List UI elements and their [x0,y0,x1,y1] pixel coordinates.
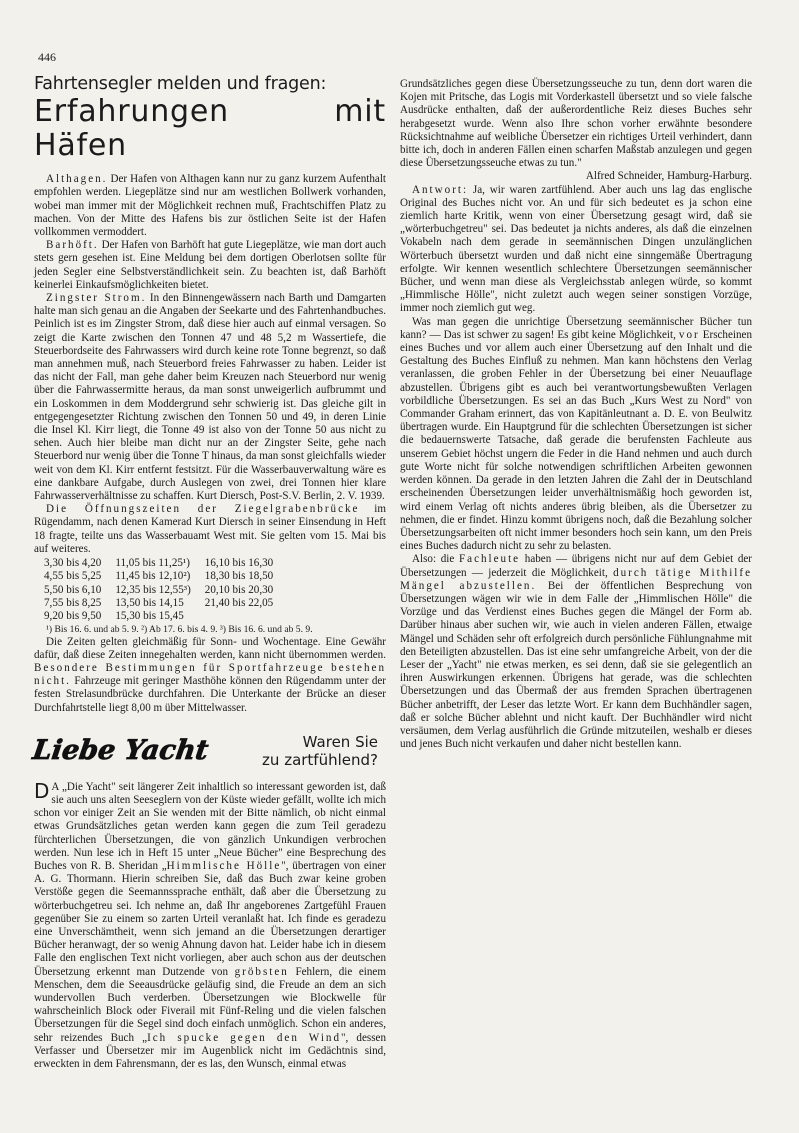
opening-time-cell: 5,50 bis 6,10 [44,583,102,596]
letter-emphasis: gröbsten [234,965,289,978]
opening-time-cell: 7,55 bis 8,25 [44,596,102,609]
place-name: Barhöft. [46,239,99,252]
report-ziegelgraben [34,503,386,556]
answer-text: Bei der öffentlichen Besprechung von Übersetzungen wägen wir wie in dem Falle der „Himmlischen Hölle" die Vorzüge und das Verdienst eines Buches gegen die Mängel der Form ab. Darüber hinaus aber suchen wir, wie auch in vielen anderen Fällen, etwaige Mängel und Schäden sehr oft erfolgreich durch persönliche Fühlungnahme mit den Beteiligten abzustellen. Das ist eine sehr umfangreiche Arbeit, von der die Leser der „Yacht" nie etwas merken, es sei denn, daß sie sie gelegentlich an ihren Auswirkungen erkennen. Übrigens hat gerade, was die schlechten Übersetzungen und das Übermaß der aus fremden Sprachen übertragenen Bücher anbetrifft, der Leser das letzte Wort. Er kann dem Buchhändler sagen, daß er solche Bücher ablehnt und nicht kauft. Der Buchhändler wird nicht versäumen, dem Verlag ausführlich die Gründe mitzuteilen, weshalb er dieses und jenes Buch nicht verkaufen und daher nicht bestellen kann. [400,579,752,751]
masthead-title [262,733,378,769]
masthead-title-line: Waren Sie [302,732,378,751]
answer-label: Antwort: [412,183,469,196]
opening-time-cell: 3,30 bis 4,20 [44,557,102,570]
opening-time-cell: 11,05 bis 11,25¹) [115,557,190,570]
headline: Erfahrungen mit Häfen [34,94,386,164]
liebe-yacht-logo [30,729,211,769]
kicker: Fahrtensegler melden und fragen: [34,74,327,94]
answer-paragraph [400,316,752,554]
footnote: ¹) Bis 16. 6. und ab 5. 9. ²) Ab 17. 6. bis 4. 9. ³) Bis 16. 6. und ab 5. 9. [46,624,313,636]
report-barhoeft [34,239,386,292]
opening-times-row [44,557,287,570]
report-text: In den Binnengewässern nach Barth und Damgarten halte man sich genau an die Angaben der Seekarte und des Fahrtenhandbuches. Peinlich ist es im Zingster Strom, daß diese hier auch auf einmal versagen. So zeigt die Karte zwischen den Tonnen 47 und 48 5,2 m Wassertiefe, die Steuerbordseite des Fahrwassers wird durch keine rote Tonne begrenzt, so daß man annehmen muß, nach Steuerbord freies Fahrwasser zu haben. Leider ist das nicht der Fall, man gehe daher beim Kreuzen nach Steuerbord nur wenig über die Fahrwassermitte heraus, da man sonst unweigerlich aufbrummt und ein Loskommen in dem Moddergrund sehr schwierig ist. Das gleiche gilt in entgegengesetzter Richtung zwischen den Tonnen 50 und 49, in deren Linie die Insel Kl. Kirr liegt, die Tonne 49 ist also von der Tonne 50 aus nicht zu sehen. Auch hier bleibe man dicht nur an der Zingster Seite, gehe nach Steuerbord nur wenig über die Tonne T hinaus, da man sonst gleichfalls wieder weit von dem Kl. Kirr entfernt festsitzt. Für die Wasserbauverwaltung wäre es eine dankbare Aufgabe, durch Auslegen von zwei, drei Tonnen hier klare Fahrwasserverhältnisse zu schaffen. [34,292,387,503]
closing-emphasis: Besondere Bestimmungen für Sportfahrzeuge bestehen nicht. [34,662,386,688]
closing-text-end: Fahrzeuge mit geringer Masthöhe können den Rügendamm unter der festen Strelasundbrücke durchfahren. Die Unterkante der Brücke an dieser Durchfahrtstelle liegt 8,00 m über Mittelwasser. [34,675,386,714]
opening-time-cell: 20,10 bis 20,30 [204,583,274,596]
opening-time-cell [205,610,287,623]
opening-times-table [44,557,287,623]
letter-part: Fehlern, die einem Menschen, dem die Seeausdrücke geläufig sind, die Freude an dem an sich wundervollen Buch verderben. Übersetzungen wie Blockwelle für wahrscheinlich Block oder Fiverail mit Fünf-Reling und die vielen falschen Übersetzungen für die Segel sind doch einfach unmöglich. Schon ein anderes, sehr reizendes Buch „ [34,965,386,1044]
letter-text [34,778,387,1071]
answer-emphasis: Fachleute [458,553,521,566]
letter-part: ", übertragen von einer A. G. Thormann. Hierin schreiben Sie, daß das Buch zwar keine groben Verstöße gegen die Seemannssprache enthält, daß aber die Übersetzung zu wörterbuchgetreu sei. Ich nehme an, daß Ihr angeborenes Zartgefühl Frauen gegenüber Sie zu einem so zarten Urteil veranlaßt hat. Ich finde es geradezu eine Unverschämtheit, wenn sich jemand an die Übersetzungen derartiger Bücher heranwagt, der so wenig Ahnung davon hat. Leider habe ich in diesem Falle den englischen Text nicht vorliegen, aber auch schon aus der deutschen Übersetzung erkennt man Dutzende von [34,860,386,978]
place-name: Zingster Strom. [46,292,147,305]
answer-emphasis: durch tätige Mithilfe Mängel abzustellen. [400,566,752,592]
report-text: Der Hafen von Althagen kann nur zu ganz kurzem Aufenthalt empfohlen werden. Liegeplätze sind nur am westlichen Bollwerk vorhanden, wobei man immer mit der Möglichkeit rechnen muß, Frachtschiffen Platz zu machen. Von der Mitte des Hafens bis zur östlichen Seite ist der Hafen vollkommen vermoddert. [34,173,386,239]
report-text: im Rügendamm, nach denen Kamerad Kurt Diersch in seiner Einsendung in Heft 18 fragte, teilte uns das Wasserbauamt West mit. Sie gelten vom 15. Mai bis auf weiteres. [34,503,386,555]
svg-text:Liebe Yacht: Liebe Yacht [30,734,211,766]
answer-text: haben — übrigens nicht nur auf dem Gebiet der Übersetzungen — jederzeit die Möglichkeit, [400,553,752,579]
opening-times-row [44,610,287,623]
report-zingst [34,292,386,503]
answer-text: Was man gegen die unrichtige Übersetzung seemännischer Bücher tun kann? — Das ist schwer zu sagen! Es gibt keine Möglichkeit, [400,315,752,341]
letter-text-continued [400,78,752,170]
opening-time-cell: 4,55 bis 5,25 [44,570,102,583]
right-column [400,78,752,751]
opening-time-cell: 13,50 bis 14,15 [115,596,184,609]
opening-time-cell: 21,40 bis 22,05 [204,596,274,609]
letter-signature: Alfred Schneider, Hamburg-Harburg. [585,170,752,183]
letters-masthead [30,729,386,773]
opening-time-cell: 15,30 bis 15,45 [115,609,184,622]
answer-text: Ja, wir waren zartfühlend. Aber auch uns lag das englische Original des Buches nicht vor. An und für sich bedeutet es ja schon eine ziemlich harte Kritik, wenn von einer Übersetzung gesagt wird, daß sie „wörterbuchgetreu" sei. Das bedeutet ja nichts anderes, als daß die einzelnen Vokabeln nach dem gerade in seemännischen Dingen unzulänglichen Wörterbuch übersetzt wurden und daß nicht eine sinngemäße Übertragung erfolgte. Wir kennen wesentlich schlechtere Übersetzungen seemännischer Bücher, und wenn man diese als Vergleichsstab anlegen würde, so kommt „Himmlische Hölle", nicht zuletzt auch wegen seiner sonstigen Vorzüge, immer noch ziemlich gut weg. [400,183,752,315]
closing-paragraph [34,636,386,715]
opening-time-cell: 11,45 bis 12,10²) [115,570,191,583]
masthead-title-line: zu zartfühlend? [262,750,378,769]
report-althagen [34,173,386,239]
letter-part: ", dessen Verfasser und Übersetzer mir im Augenblick nicht im Gedächtnis sind, erweckten in dem Fahrensmann, der es las, den Wunsch, einmal etwas [34,1031,387,1071]
answer-paragraph [400,184,752,316]
letter-emphasis: Ich spucke gegen den Wind [147,1031,342,1044]
lead-text: Die Öffnungszeiten der Ziegelgrabenbrücke [46,503,360,516]
closing-text: Die Zeiten gelten gleichmäßig für Sonn- und Wochentage. Eine Gewähr dafür, daß diese Zeiten innegehalten werden, kann nicht übernommen werden. [34,635,386,661]
opening-time-cell: 9,20 bis 9,50 [44,609,102,622]
opening-times-row [44,597,287,610]
book-title: Himmlische Hölle [166,860,282,873]
opening-time-cell: 18,30 bis 18,50 [204,570,274,583]
place-name: Althagen. [46,173,108,186]
page-number: 446 [38,50,56,64]
dropcap: D [34,778,50,803]
signature: Kurt Diersch, Post-S.V. Berlin, 2. V. 1939. [196,490,385,503]
report-text: Der Hafen von Barhöft hat gute Liegeplätze, wie man dort auch stets gern gesehen ist. Eine Meldung bei dem dortigen Oberlotsen sollte für jeden Segler eine Selbstverständlichkeit sein. Zu beachten ist, daß Barhöft keinerlei Einkaufsmöglichkeiten bietet. [34,239,386,291]
answer-paragraph [400,553,752,751]
opening-times-row [44,570,287,583]
letter-part: A „Die Yacht" seit längerer Zeit inhaltlich so interessant geworden ist, daß sie auch uns alten Seeseglern von der Küste wieder gefällt, wollte ich mich schon vor einiger Zeit an Sie wenden mit der Bitte nämlich, ob nicht einmal etwas Grundsätzliches getan werden kann gegen die zum Teil geradezu fürchterlichen Übersetzungen, die von gänzlich Unkundigen verbrochen werden. Nun lese ich in Heft 15 unter „Neue Bücher" eine Besprechung des Buches von R. B. Sheridan „ [34,780,386,873]
left-column [30,74,387,1071]
answer-text: Also: die [412,553,459,566]
opening-time-cell: 16,10 bis 16,30 [204,557,274,570]
opening-times-row [44,584,287,597]
letter-part: Grundsätzliches gegen diese Übersetzungsseuche zu tun, denn dort waren die Kojen mit Pritsche, das Logis mit Vorderkastell übersetzt und so viele falsche Ausdrücke enthalten, daß der außerordentliche Reiz dieses Buches sehr herabgesetzt wurde. Wenn also Ihre schon vorher erwähnte besondere Rücksichtnahme auf weibliche Übersetzer ein richtiges Urteil verhindert, dann bitte ich, doch in anderen Fällen einen scharfen Maßstab anzulegen und gegen diese Übersetzungsseuche etwas zu tun." [400,78,752,170]
answer-text: Erscheinen eines Buches und vor allem auch einer Übersetzung auf den Inhalt und die Gestaltung des Buches Einfluß zu nehmen. Man kann höchstens den Verlag veranlassen, die groben Fehler in der Übersetzung bei einer Neuauflage abzustellen. Übrigens gibt es auch bei verantwortungsbewußten Verlagen vorbildliche Übersetzungen. Es sei an das Buch „Kurs West zu Nord" von Commander Graham erinnert, das von Kapitänleutnant a. D. E. von Beulwitz übertragen wurde. Ein Hauptgrund für die schlechten Übersetzungen ist sicher die bedauernswerte Tatsache, daß gerade die berufensten Fachleute aus unserem Gebiet höchst ungern die Feder in die Hand nehmen und auch durch gute Worte nicht für solche notwendigen schriftlichen Arbeiten gewonnen werden können. Da gerade in den letzten Jahren die Zahl der in Deutschland erscheinenden Übersetzungen leider unverhältnismäßig hoch geworden ist, wird einem Verlag oft nichts anderes übrig bleiben, als die Übersetzer zu nehmen, die er findet. Hinzu kommt übrigens noch, daß die Bezahlung solcher Übersetzungsarbeiten oft nicht immer besonders hoch sein kann, um den Preis eines Buches dadurch nicht zu sehr zu belasten. [400,328,753,553]
opening-time-cell: 12,35 bis 12,55³) [115,583,191,596]
answer-emphasis: vor [678,328,700,341]
